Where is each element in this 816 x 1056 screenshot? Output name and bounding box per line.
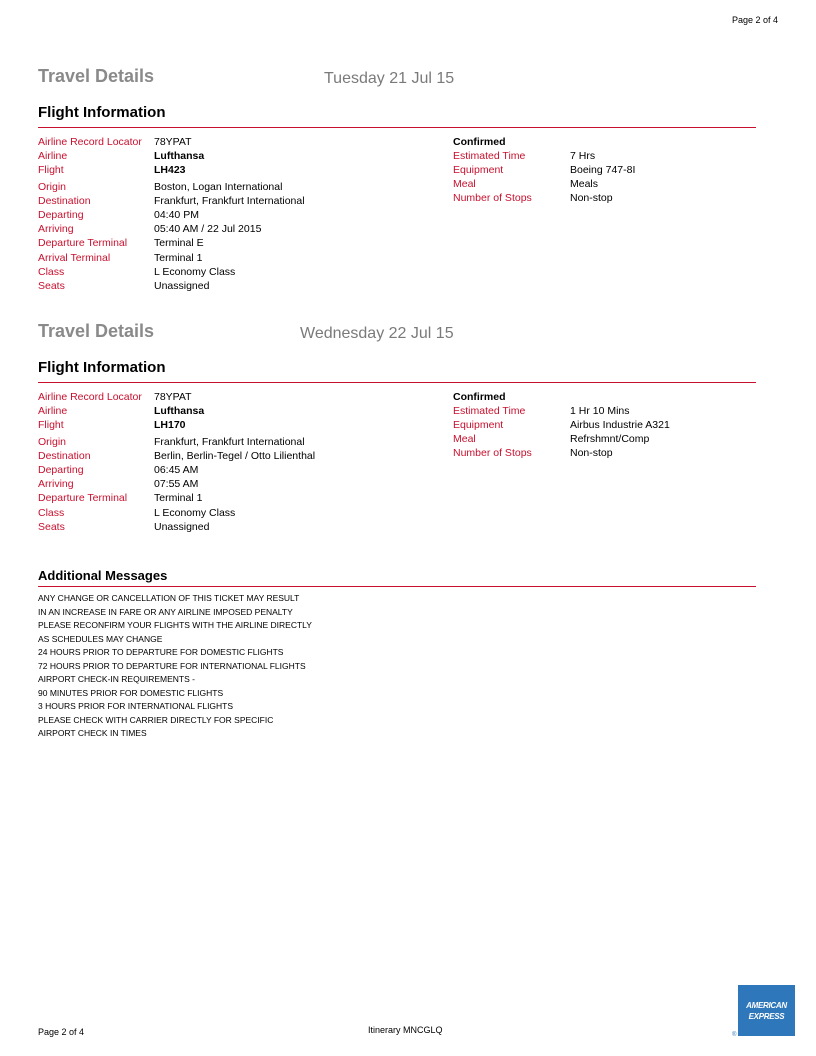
field-value: LH423 (154, 164, 186, 176)
field-label: Departing (38, 209, 84, 221)
american-express-logo (738, 985, 795, 1036)
field-value: Berlin, Berlin-Tegel / Otto Lilienthal (154, 450, 316, 462)
field-value: L Economy Class (154, 507, 236, 519)
field-value: Lufthansa (154, 405, 205, 417)
field-value: Refrshmnt/Comp (570, 433, 650, 445)
field-value: Non-stop (570, 192, 613, 204)
field-value: Terminal 1 (154, 252, 203, 264)
section-divider (38, 586, 756, 587)
field-label: Airline (38, 150, 68, 162)
registered-mark: ® (732, 1032, 737, 1038)
section-divider (38, 127, 756, 128)
message-line: AS SCHEDULES MAY CHANGE (38, 633, 163, 644)
field-label: Estimated Time (453, 405, 526, 417)
field-label: Destination (38, 450, 91, 462)
field-value: 78YPAT (154, 391, 192, 403)
field-value: 7 Hrs (570, 150, 596, 162)
field-label: Class (38, 507, 65, 519)
field-value: Frankfurt, Frankfurt International (154, 195, 305, 207)
travel-date: Tuesday 21 Jul 15 (324, 70, 455, 87)
field-label: Class (38, 266, 65, 278)
message-line: 3 HOURS PRIOR FOR INTERNATIONAL FLIGHTS (38, 701, 234, 711)
field-value: 05:40 AM / 22 Jul 2015 (154, 223, 262, 235)
field-label: Equipment (453, 164, 504, 176)
field-label: Seats (38, 280, 65, 292)
field-label: Arriving (38, 478, 74, 490)
field-label: Number of Stops (453, 192, 532, 204)
page-number-top: Page 2 of 4 (731, 15, 778, 25)
message-line: 24 HOURS PRIOR TO DEPARTURE FOR DOMESTIC FLIGHTS (38, 647, 284, 657)
field-label: Number of Stops (453, 447, 532, 459)
field-label: Meal (453, 433, 476, 445)
message-line: 72 HOURS PRIOR TO DEPARTURE FOR INTERNATIONAL FLIGHTS (38, 660, 306, 671)
field-label: Equipment (453, 419, 504, 431)
message-line: PLEASE RECONFIRM YOUR FLIGHTS WITH THE AIRLINE DIRECTLY (38, 620, 312, 630)
travel-details-title: Travel Details (38, 321, 155, 341)
field-value: Unassigned (154, 280, 210, 292)
flight-information-heading: Flight Information (38, 359, 166, 376)
field-label: Origin (38, 436, 67, 448)
field-label: Destination (38, 195, 91, 207)
field-label: Departure Terminal (38, 492, 128, 504)
flight-information-heading: Flight Information (38, 104, 166, 121)
additional-messages-list (38, 592, 312, 741)
message-line: AIRPORT CHECK IN TIMES (38, 728, 147, 738)
field-label: Origin (38, 181, 67, 193)
field-label: Arrival Terminal (38, 252, 111, 264)
field-label: Airline (38, 405, 68, 417)
field-value: Unassigned (154, 521, 210, 533)
travel-date: Wednesday 22 Jul 15 (300, 325, 454, 342)
additional-messages-heading: Additional Messages (38, 568, 168, 583)
field-value: 04:40 PM (154, 209, 199, 221)
field-value: 07:55 AM (154, 478, 199, 490)
message-line: 90 MINUTES PRIOR FOR DOMESTIC FLIGHTS (38, 687, 224, 698)
field-value: L Economy Class (154, 266, 236, 278)
field-value: 1 Hr 10 Mins (570, 405, 630, 417)
field-label: Arriving (38, 223, 74, 235)
field-label: Meal (453, 178, 476, 190)
field-label: Seats (38, 521, 65, 533)
field-value: Airbus Industrie A321 (570, 419, 670, 431)
field-value: 06:45 AM (154, 464, 199, 476)
booking-status: Confirmed (453, 391, 506, 403)
message-line: ANY CHANGE OR CANCELLATION OF THIS TICKET MAY RESULT (38, 593, 300, 603)
field-value: LH170 (154, 419, 186, 431)
logo-line-1: AMERICAN (746, 1001, 787, 1010)
page-number-bottom: Page 2 of 4 (38, 1027, 85, 1037)
field-value: Lufthansa (154, 150, 205, 162)
message-line: AIRPORT CHECK-IN REQUIREMENTS - (38, 674, 195, 684)
field-value: Terminal E (154, 237, 204, 249)
logo-line-2: EXPRESS (748, 1012, 785, 1021)
booking-status: Confirmed (453, 136, 506, 148)
message-line: PLEASE CHECK WITH CARRIER DIRECTLY FOR SPECIFIC (38, 714, 274, 725)
field-value: Meals (570, 178, 599, 190)
field-label: Flight (38, 419, 64, 431)
field-value: Boeing 747-8I (570, 164, 636, 176)
field-label: Estimated Time (453, 150, 526, 162)
itinerary-number: Itinerary MNCGLQ (368, 1025, 443, 1035)
field-value: Terminal 1 (154, 492, 203, 504)
field-label: Departing (38, 464, 84, 476)
field-value: Boston, Logan International (154, 181, 283, 193)
field-value: 78YPAT (154, 136, 192, 148)
travel-details-title: Travel Details (38, 66, 155, 86)
field-label: Flight (38, 164, 64, 176)
field-label: Airline Record Locator (38, 391, 142, 403)
field-value: Frankfurt, Frankfurt International (154, 436, 305, 448)
field-value: Non-stop (570, 447, 613, 459)
field-label: Airline Record Locator (38, 136, 142, 148)
message-line: IN AN INCREASE IN FARE OR ANY AIRLINE IMPOSED PENALTY (38, 606, 293, 617)
field-label: Departure Terminal (38, 237, 128, 249)
section-divider (38, 382, 756, 383)
